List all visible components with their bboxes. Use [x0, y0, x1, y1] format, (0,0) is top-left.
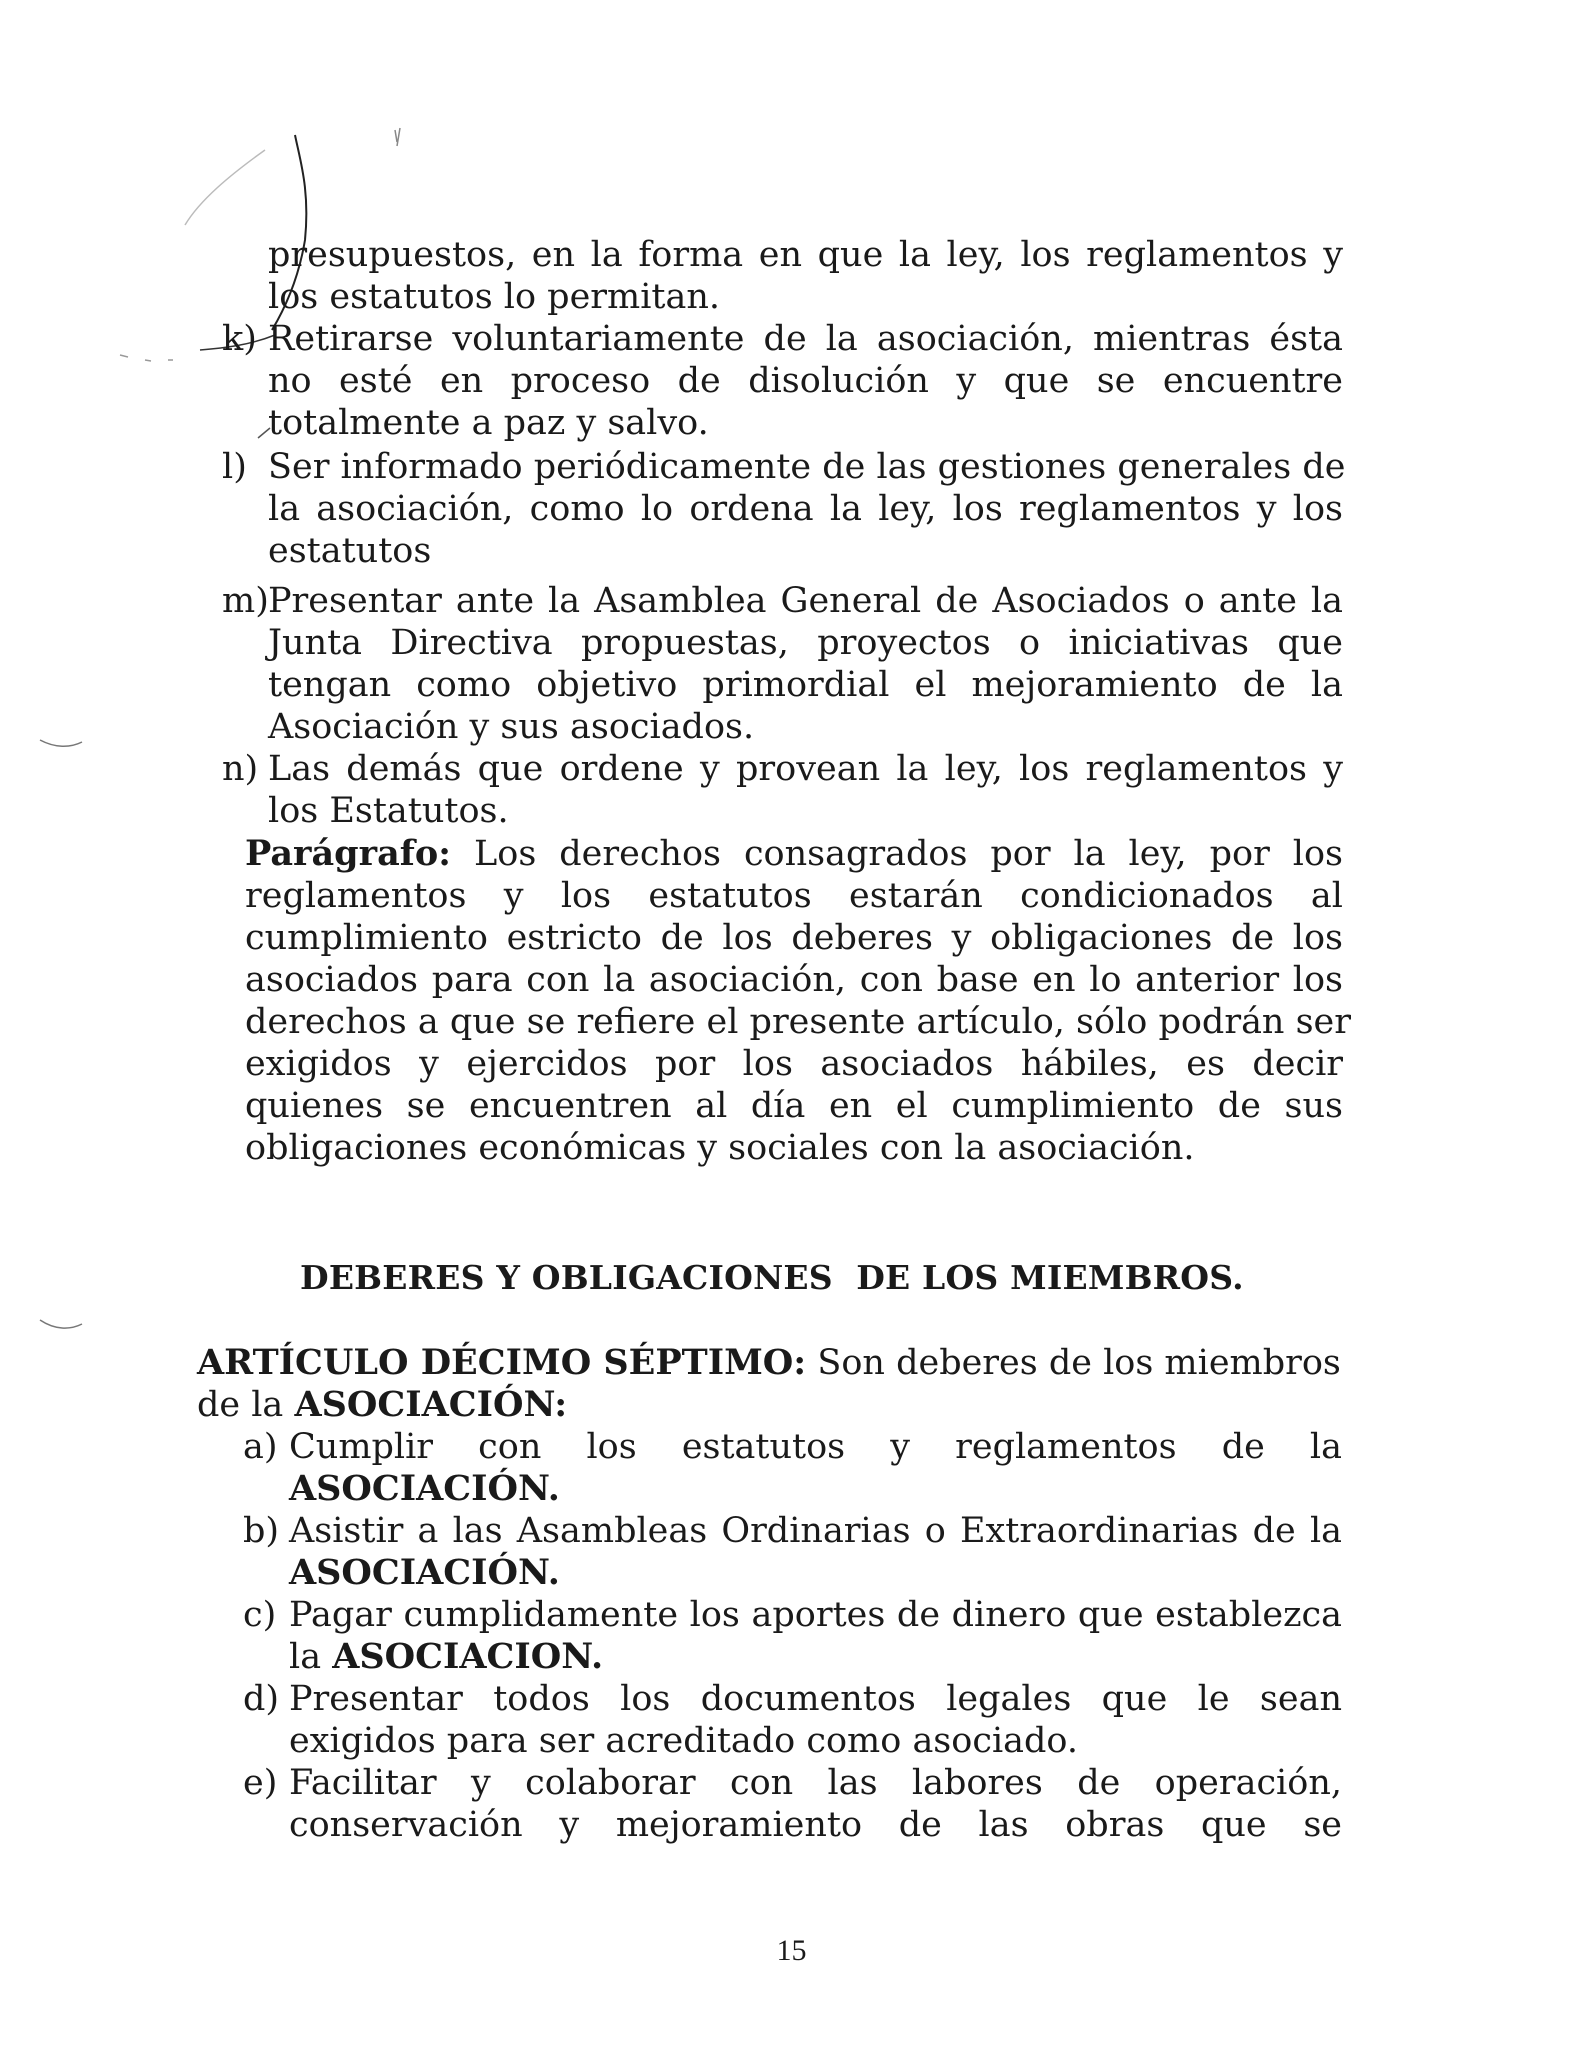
list-marker: e) — [243, 1763, 278, 1803]
text-line: derechos a que se refiere el presente artículo, sólo podrán ser — [245, 1002, 1352, 1042]
list-marker: a) — [243, 1427, 278, 1467]
list-marker: n) — [222, 749, 259, 789]
text-line: asociados para con la asociación, con base en lo anterior los — [245, 960, 1343, 1000]
text-line: reglamentos y los estatutos estarán condicionados al — [245, 876, 1343, 916]
text-line: exigidos y ejercidos por los asociados hábiles, es decir — [245, 1044, 1343, 1084]
text-line: Asociación y sus asociados. — [268, 707, 755, 747]
text-line: la — [289, 1637, 322, 1677]
text-line: totalmente a paz y salvo. — [268, 403, 709, 443]
list-continuation — [268, 234, 1343, 318]
list-marker: k) — [222, 319, 257, 359]
text-line: Asistir a las Asambleas Ordinarias o Extraordinarias de la — [289, 1511, 1342, 1551]
paragrafo-label: Parágrafo: — [245, 833, 452, 874]
text-line: de la — [197, 1385, 284, 1425]
text-line: tengan como objetivo primordial el mejoramiento de la — [268, 665, 1343, 705]
paragrafo-paragraph — [245, 833, 1352, 1169]
list-marker: d) — [243, 1679, 280, 1719]
text-line: cumplimiento estricto de los deberes y obligaciones de los — [245, 918, 1343, 958]
text-line: Los derechos consagrados por la ley, por los — [474, 834, 1343, 874]
text-line: Ser informado periódicamente de las gestiones generales de — [268, 447, 1346, 487]
text-line: conservación y mejoramiento de las obras que se — [289, 1805, 1342, 1845]
article-intro — [197, 1342, 1341, 1426]
text-line: obligaciones económicas y sociales con la asociación. — [245, 1128, 1195, 1168]
association-name: ASOCIACION. — [332, 1636, 604, 1677]
text-line: presupuestos, en la forma en que la ley, los reglamentos y — [268, 235, 1343, 275]
text-line: Retirarse voluntariamente de la asociación, mientras ésta — [268, 319, 1343, 359]
article-label: ARTÍCULO DÉCIMO SÉPTIMO: — [197, 1342, 807, 1383]
text-line: los Estatutos. — [268, 791, 509, 831]
text-line: Son deberes de los miembros — [817, 1343, 1341, 1383]
text-line: exigidos para ser acreditado como asociado. — [289, 1721, 1078, 1761]
text-line: estatutos — [268, 531, 432, 571]
section-heading: DEBERES Y OBLIGACIONES DE LOS MIEMBROS. — [300, 1258, 1244, 1297]
text-line: Junta Directiva propuestas, proyectos o iniciativas que — [268, 623, 1343, 663]
association-name: ASOCIACIÓN: — [294, 1384, 568, 1425]
text-line: Pagar cumplidamente los aportes de dinero que establezca — [289, 1595, 1342, 1635]
text-line: Cumplir con los estatutos y reglamentos de la — [289, 1427, 1342, 1467]
text-line: quienes se encuentren al día en el cumplimiento de sus — [245, 1086, 1343, 1126]
text-line: no esté en proceso de disolución y que se encuentre — [268, 361, 1343, 401]
list-marker: l) — [222, 447, 247, 487]
text-line: la asociación, como lo ordena la ley, los reglamentos y los — [268, 489, 1343, 529]
list-marker: m) — [222, 581, 269, 621]
list-marker: b) — [243, 1511, 280, 1551]
association-name: ASOCIACIÓN. — [289, 1552, 560, 1593]
text-line: Facilitar y colaborar con las labores de operación, — [289, 1763, 1342, 1803]
text-line: los estatutos lo permitan. — [268, 277, 721, 317]
association-name: ASOCIACIÓN. — [289, 1468, 560, 1509]
text-line: Presentar ante la Asamblea General de Asociados o ante la — [268, 581, 1343, 621]
text-line: Presentar todos los documentos legales que le sean — [289, 1679, 1342, 1719]
page-number: 15 — [776, 1934, 807, 1967]
text-line: Las demás que ordene y provean la ley, los reglamentos y — [268, 749, 1343, 789]
list-marker: c) — [243, 1595, 277, 1635]
